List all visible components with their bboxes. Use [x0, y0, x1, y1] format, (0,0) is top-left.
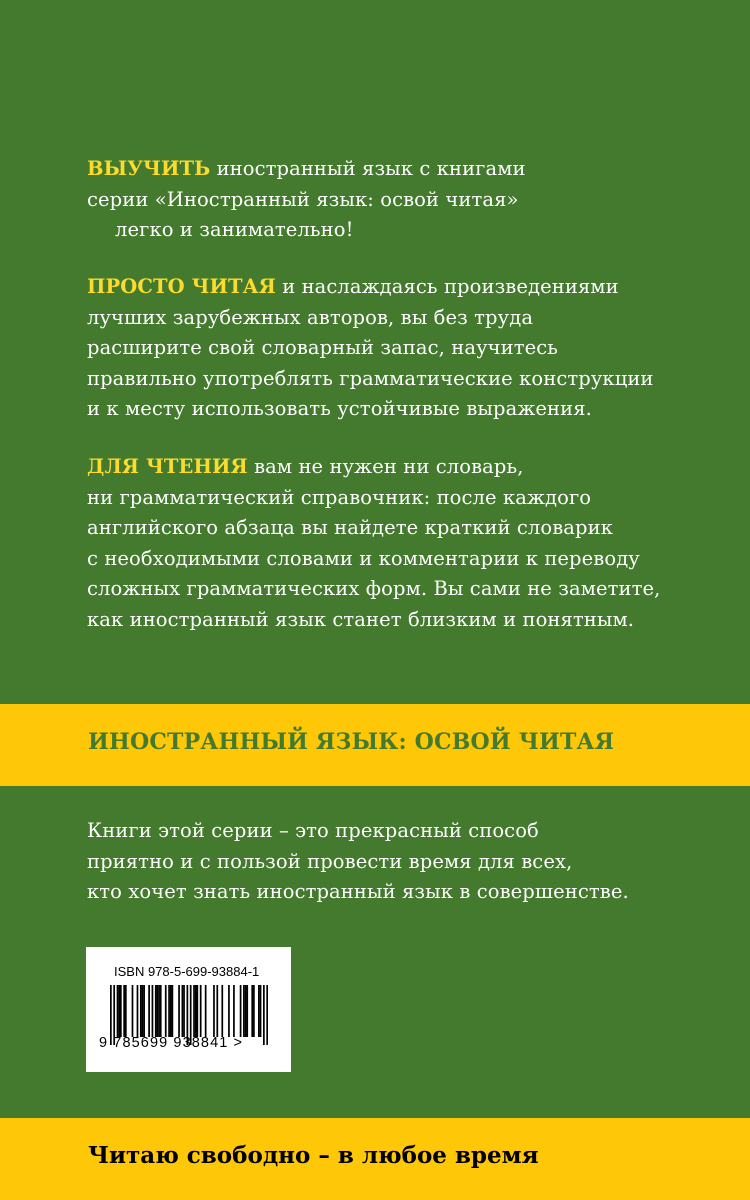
- barcode-bar: [137, 985, 139, 1037]
- barcode-bar: [233, 985, 235, 1037]
- series-paragraph: [87, 816, 629, 908]
- slogan-band: [0, 1118, 750, 1200]
- barcode-bar: [195, 985, 197, 1037]
- reading-line-1-rest: и наслаждаясь произведениями: [275, 275, 619, 298]
- barcode-bar: [251, 985, 253, 1037]
- barcode-bar: [123, 985, 125, 1037]
- series-title: ИНОСТРАННЫЙ ЯЗЫК: ОСВОЙ ЧИТАЯ: [88, 729, 615, 755]
- for-reading-line-1-rest: вам не нужен ни словарь,: [247, 455, 524, 478]
- isbn-label: ISBN 978-5-699-93884-1: [114, 964, 260, 979]
- barcode-bar: [120, 985, 122, 1037]
- barcode-bar: [266, 985, 268, 1045]
- for-reading-line-3: английского абзаца вы найдете краткий словарик: [87, 516, 613, 539]
- barcode-bar: [142, 985, 144, 1037]
- for-reading-lead: ДЛЯ ЧТЕНИЯ: [87, 455, 248, 478]
- reading-line-5: и к месту использовать устойчивые выражения.: [87, 397, 592, 420]
- intro-line-3: легко и занимательно!: [115, 218, 354, 241]
- for-reading-line-2: ни грамматический справочник: после каждого: [87, 485, 592, 509]
- barcode-bar: [258, 985, 260, 1037]
- barcode-bar: [117, 985, 119, 1037]
- barcode-bar: [221, 985, 223, 1037]
- barcode-bar: [253, 985, 255, 1037]
- barcode-bar: [158, 985, 160, 1037]
- barcode-bar: [200, 985, 202, 1037]
- barcode-bar: [213, 985, 215, 1037]
- barcode-box: [86, 947, 291, 1072]
- intro-lead: ВЫУЧИТЬ: [87, 157, 211, 180]
- barcode-bar: [178, 985, 180, 1037]
- barcode-bar: [172, 985, 174, 1037]
- series-line-2: приятно и с пользой провести время для всех,: [87, 849, 573, 873]
- reading-line-4: правильно употреблять грамматические конструкции: [87, 366, 654, 390]
- barcode-bar: [246, 985, 248, 1037]
- intro-line-1: [87, 154, 526, 185]
- reading-line-1: [87, 272, 654, 303]
- ean-digits: 9 785699 938841 >: [99, 1035, 244, 1051]
- reading-paragraph: [87, 272, 654, 425]
- barcode-bar: [260, 985, 262, 1037]
- barcode-bar: [148, 985, 150, 1037]
- barcode-bar: [140, 985, 142, 1037]
- barcode-bar: [157, 985, 159, 1037]
- for-reading-line-6: как иностранный язык станет близким и понятным.: [87, 607, 635, 631]
- barcode-bar: [152, 985, 154, 1037]
- for-reading-paragraph: [87, 452, 660, 635]
- barcode-bar: [168, 985, 170, 1037]
- for-reading-line-1: [87, 452, 660, 483]
- barcode-bar: [165, 985, 167, 1037]
- barcode-bar: [170, 985, 172, 1037]
- intro-line-2: серии «Иностранный язык: освой читая»: [87, 187, 519, 211]
- barcode-bar: [196, 985, 198, 1037]
- barcode-bar: [245, 985, 247, 1037]
- slogan-text: Читаю свободно – в любое время: [88, 1142, 539, 1169]
- intro-paragraph: [87, 154, 526, 246]
- series-line-1: Книги этой серии – это прекрасный способ: [87, 819, 539, 842]
- for-reading-line-4: с необходимыми словами и комментарии к переводу: [87, 546, 640, 570]
- series-title-band: [0, 704, 750, 786]
- barcode-bar: [205, 985, 207, 1037]
- barcode-bar: [155, 985, 157, 1037]
- barcode-bar: [228, 985, 230, 1037]
- barcode-bar: [125, 985, 127, 1037]
- barcode-bar: [132, 985, 134, 1037]
- barcode-bar: [182, 985, 184, 1037]
- barcode-bar: [193, 985, 195, 1037]
- intro-line-1-rest: иностранный язык с книгами: [210, 157, 526, 180]
- barcode-bar: [263, 985, 265, 1045]
- reading-line-2: лучших зарубежных авторов, вы без труда: [87, 305, 534, 329]
- barcode-bar: [183, 985, 185, 1037]
- for-reading-line-5: сложных грамматических форм. Вы сами не заметите,: [87, 577, 661, 600]
- barcode-bar: [243, 985, 245, 1037]
- barcode-bar: [240, 985, 242, 1037]
- series-line-3: кто хочет знать иностранный язык в совершенстве.: [87, 880, 629, 903]
- reading-lead: ПРОСТО ЧИТАЯ: [87, 275, 276, 298]
- barcode-bar: [118, 985, 120, 1037]
- barcode-bar: [160, 985, 162, 1037]
- barcode-bar: [216, 985, 218, 1037]
- reading-line-3: расширите свой словарный запас, научитесь: [87, 336, 558, 359]
- barcode-bar: [143, 985, 145, 1037]
